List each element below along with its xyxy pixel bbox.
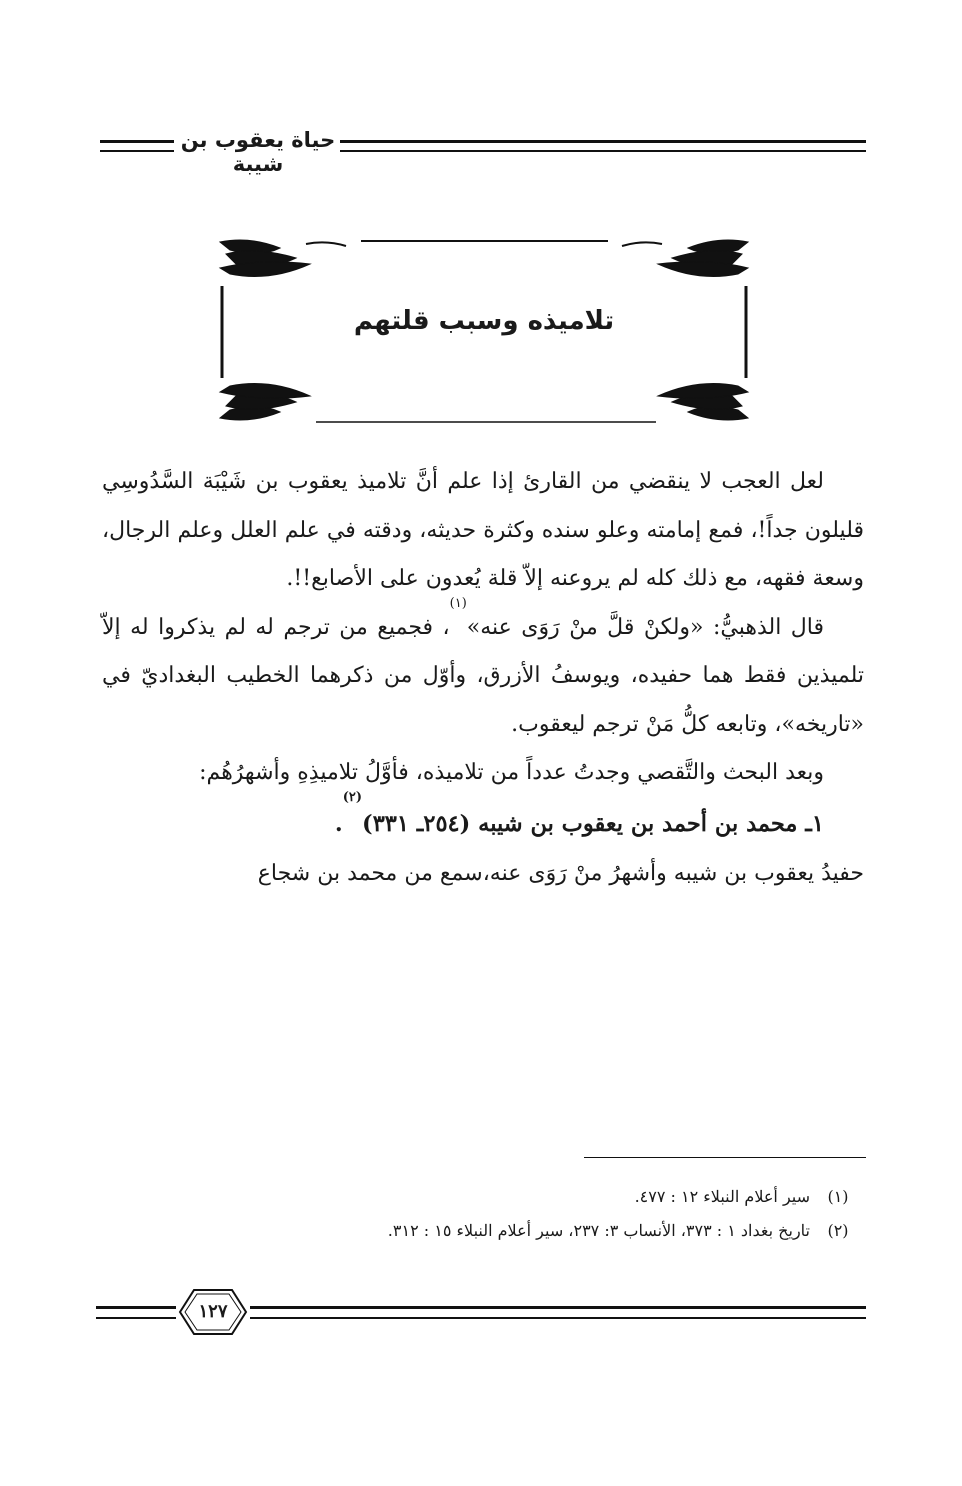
- chapter-title: تلاميذه وسبب قلتهم: [353, 306, 615, 336]
- header-rule-left: [100, 140, 174, 152]
- heading-period: .: [334, 810, 343, 837]
- footnote-ref-1: (١): [449, 595, 467, 611]
- footnote-divider: [584, 1157, 866, 1158]
- footer-rule-left: [96, 1306, 176, 1319]
- running-title: حياة يعقوب بن شيبة: [180, 128, 336, 176]
- footnote-text: تاريخ بغداد ١ : ٣٧٣، الأنساب ٣: ٢٣٧، سير أعلام النبلاء ١٥ : ٣١٢.: [387, 1221, 810, 1240]
- paragraph-2-rest: ، فجميع من ترجم له لم يذكروا له إلاّ تلميذين فقط هما حفيده، ويوسفُ الأزرق، وأوّل من ذكرهما الخطيب البغداديّ في «تاريخه»، وتابعه كلُّ مَنْ ترجم ليعقوب.: [102, 614, 864, 737]
- footnotes: [102, 1180, 866, 1248]
- footnote-number: (٢): [827, 1221, 849, 1240]
- main-text: [102, 458, 864, 898]
- footnote-2: [102, 1214, 866, 1248]
- paragraph-4: حفيدُ يعقوب بن شيبه وأشهرُ منْ رَوَى عنه،سمع من محمد بن شجاع: [257, 860, 864, 886]
- dhahabi-quote: قال الذهبيُّ: «ولكنْ قلَّ منْ رَوَى عنه»: [466, 614, 824, 640]
- paragraph-3: وبعد البحث والتَّقصي وجدتُ عدداً من تلاميذه، فأوَّلُ تلاميذِهِ وأشهرُهُم:: [199, 760, 824, 785]
- student-heading-text: ١ـ محمد بن أحمد بن يعقوب بن شيبه (٢٥٤ـ ٣٣١): [362, 810, 824, 837]
- footnote-text: سير أعلام النبلاء ١٢ : ٤٧٧.: [634, 1187, 810, 1206]
- footnote-number: (١): [827, 1187, 849, 1206]
- footnote-1: [102, 1180, 866, 1214]
- footer-rule-right: [250, 1306, 866, 1319]
- page-footer: [96, 1290, 866, 1340]
- paragraph-1: لعل العجب لا ينقضي من القارئ إذا علم أنَّ تلاميذ يعقوب بن شَيْبَة السَّدُوسِي قليلون جداً!، فمع إمامته وعلو سنده وكثرة حديثه، ودقته في علم العلل وعلم الرجال، وسعة فقهه، مع ذلك كله لم يروعنه إلاّ قلة يُعدون على الأصابع!!.: [102, 469, 864, 591]
- student-heading-1: [102, 789, 864, 850]
- header-rule-right: [340, 140, 866, 152]
- chapter-title-frame: [216, 236, 752, 424]
- running-header: [100, 128, 866, 176]
- page-number: ١٢٧: [198, 1301, 228, 1322]
- footnote-ref-2: (٢): [342, 789, 363, 805]
- paragraph-2: [102, 595, 864, 750]
